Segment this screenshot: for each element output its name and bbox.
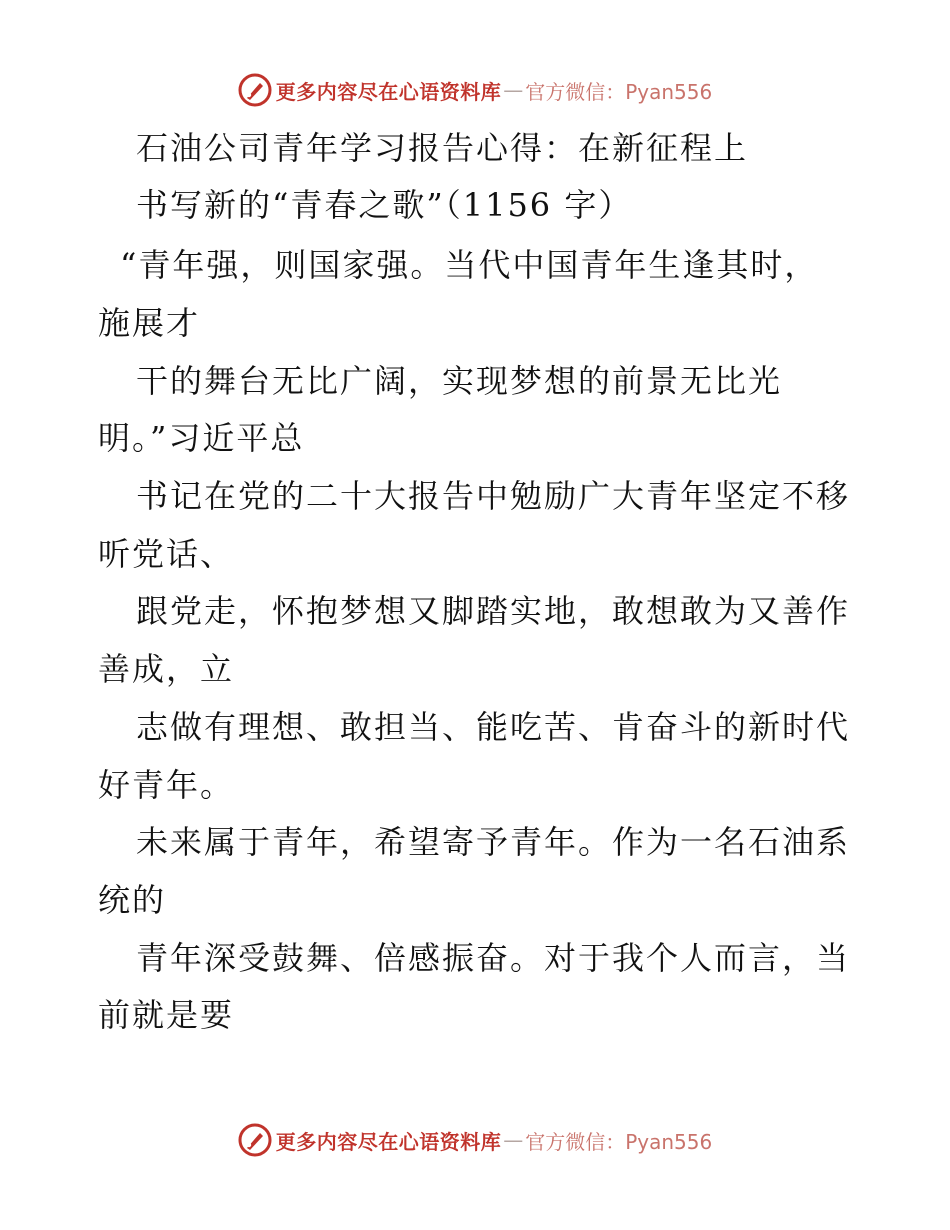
text-line: 未来属于青年，希望寄予青年。作为一名石油系: [136, 823, 851, 861]
quill-logo-icon: [238, 73, 272, 107]
quill-logo-icon: [238, 1123, 272, 1157]
text-line: 好青年。: [98, 766, 235, 804]
page-header-banner: [0, 70, 950, 110]
text-line: 施展才: [98, 304, 201, 342]
text-line: 听党话、: [98, 535, 235, 573]
text-line: 善成，立: [98, 650, 235, 688]
text-line: 干的舞台无比广阔，实现梦想的前景无比光: [136, 362, 783, 400]
footer-wechat-text: 官方微信：Pyan556: [525, 1129, 713, 1154]
footer-site-text: 更多内容尽在心语资料库: [275, 1129, 502, 1154]
document-body: [0, 120, 950, 1060]
text-line: 青年深受鼓舞、倍感振奋。对于我个人而言，当: [136, 939, 851, 977]
footer-separator: —: [503, 1128, 524, 1152]
text-line: “青年强，则国家强。当代中国青年生逢其时，: [120, 246, 819, 284]
text-line: 统的: [98, 881, 167, 919]
text-line: 志做有理想、敢担当、能吃苦、肯奋斗的新时代: [136, 708, 851, 746]
text-line: 石油公司青年学习报告心得：在新征程上: [136, 129, 749, 167]
header-site-text: 更多内容尽在心语资料库: [275, 79, 502, 104]
text-line: 前就是要: [98, 996, 235, 1034]
text-line: 明。”习近平总: [98, 419, 305, 457]
text-line: 跟党走，怀抱梦想又脚踏实地，敢想敢为又善作: [136, 592, 851, 630]
header-wechat-text: 官方微信：Pyan556: [525, 79, 713, 104]
header-separator: —: [503, 78, 524, 102]
text-line: 书写新的“青春之歌”（1156 字）: [136, 186, 633, 224]
page-footer-banner: [0, 1120, 950, 1160]
text-line: 书记在党的二十大报告中勉励广大青年坚定不移: [136, 477, 851, 515]
